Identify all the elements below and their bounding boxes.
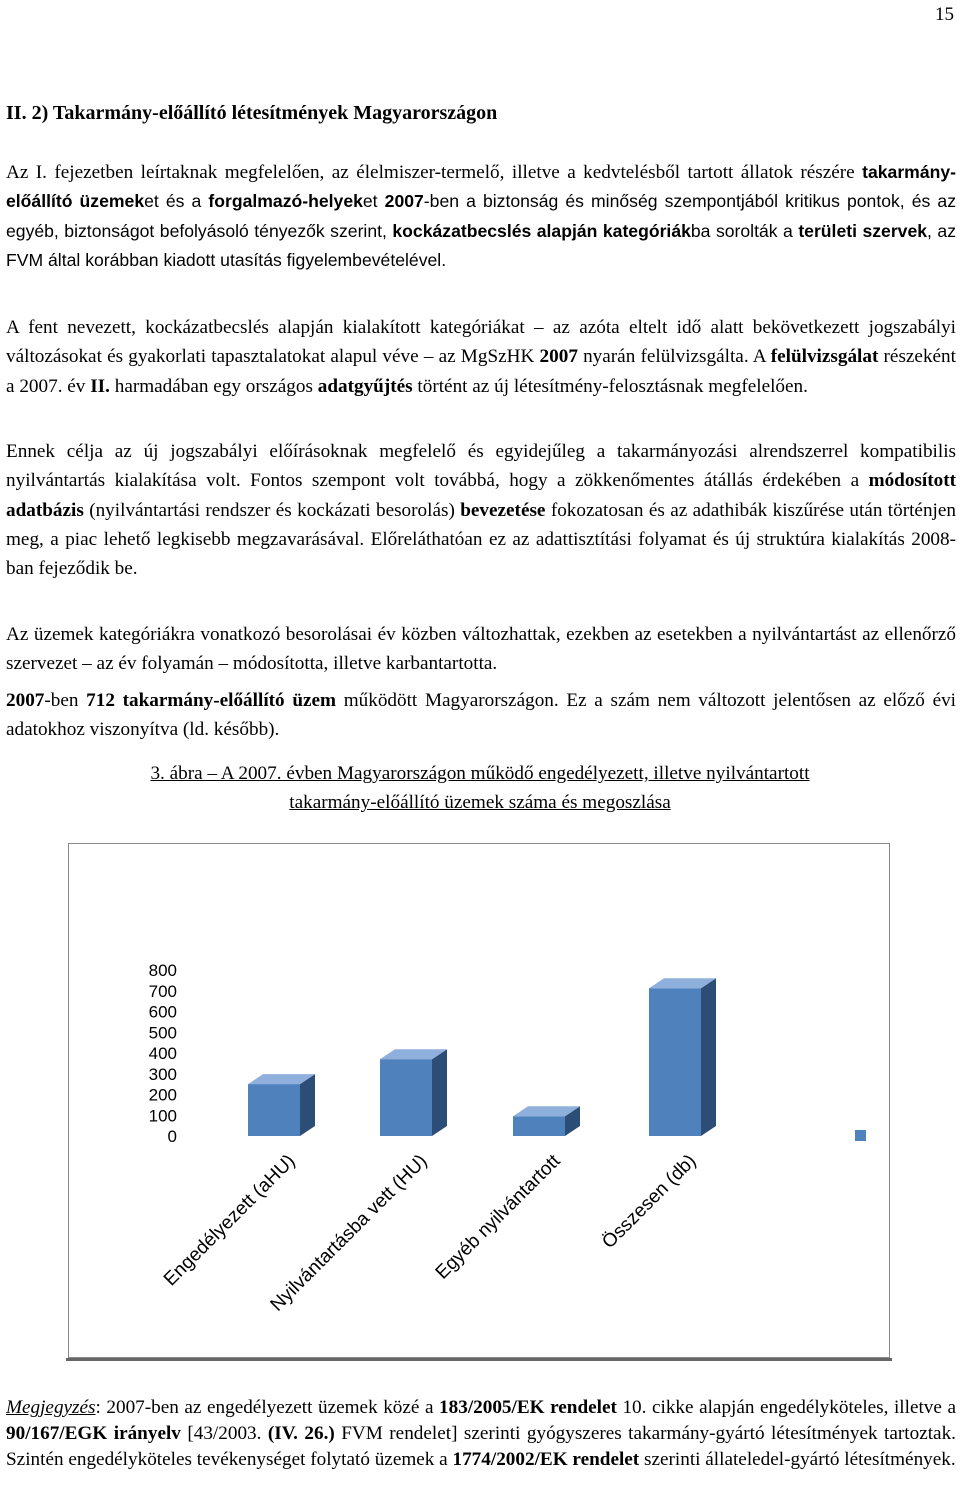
section-heading: II. 2) Takarmány-előállító létesítmények Magyarországon bbox=[6, 102, 498, 124]
x-category-label: Egyéb nyilvántartott bbox=[431, 1150, 565, 1284]
bar-side bbox=[432, 1049, 447, 1136]
paragraph-2: A fent nevezett, kockázatbecslés alapján kialakított kategóriákat – az azóta eltelt idő alatt bekövetkezett jogszabályi változásokat és gyakorlati tapasztalatokat alapul véve – az MgSzHK 2007 nyarán felülvizsgálta. A felülvizsgálat részeként a 2007. év II. harmadában egy országos adatgyűjtés történt az új létesítmény-felosztásnak megfelelően. bbox=[6, 317, 956, 397]
bar-side bbox=[701, 978, 716, 1136]
y-tick-label: 400 bbox=[148, 1044, 177, 1063]
y-tick-label: 300 bbox=[148, 1064, 177, 1084]
bar bbox=[649, 988, 701, 1136]
footnote: Megjegyzés: 2007-ben az engedélyezett üzemek közé a 183/2005/EK rendelet 10. cikke alapján engedélyköteles, illetve a 90/167/EGK irányelv [43/2003. (IV. 26.) FVM rendelet] szerinti gyógyszeres takarmány-gyártó létesítmények tartoztak. Szintén engedélyköteles tevékenységet folytató üzemek a 1774/2002/EK rendelet szerinti állateledel-gyártó létesítmények. bbox=[6, 1397, 956, 1471]
y-tick-label: 200 bbox=[148, 1085, 177, 1105]
figure-caption-line-2: takarmány-előállító üzemek száma és megoszlása bbox=[289, 792, 671, 814]
bar-side bbox=[300, 1074, 315, 1136]
legend-marker bbox=[855, 1130, 866, 1141]
figure-caption-line-1: 3. ábra – A 2007. évben Magyarországon működő engedélyezett, illetve nyilvántartott bbox=[150, 763, 810, 784]
bar bbox=[380, 1059, 432, 1136]
paragraph-3: Ennek célja az új jogszabályi előírásoknak megfelelő és egyidejűleg a takarmányozási alrendszerrel kompatibilis nyilvántartás kialakítása volt. Fontos szempont volt továbbá, hogy a zökkenőmentes átállás érdekében a módosított adatbázis (nyilvántartási rendszer és kockázati besorolás) bevezetése fokozatosan és az adathibák kiszűrése után történjen meg, a piac lehető legkisebb megzavarásával. Előreláthatóan ez az adattisztítási folyamat és új struktúra kialakítás 2008-ban fejeződik be. bbox=[6, 441, 956, 580]
bar-chart-svg bbox=[69, 844, 889, 1357]
y-tick-label: 500 bbox=[148, 1023, 177, 1043]
x-category-label: Engedélyezett (aHU) bbox=[159, 1150, 300, 1291]
page-number: 15 bbox=[935, 4, 954, 25]
bar bbox=[513, 1116, 565, 1136]
paragraph-4: Az üzemek kategóriákra vonatkozó besorolásai év közben változhattak, ezekben az esetekben a nyilvántartást az ellenőrző szervezet – az év folyamán – módosította, illetve karbantartotta. bbox=[6, 624, 956, 675]
y-tick-label: 700 bbox=[148, 981, 177, 1001]
paragraph-5: 2007-ben 712 takarmány-előállító üzem működött Magyarországon. Ez a szám nem változott jelentősen az előző évi adatokhoz viszonyítva (ld. később). bbox=[6, 690, 957, 741]
paragraph-1: Az I. fejezetben leírtaknak megfelelően, az élelmiszer-termelő, illetve a kedvtelésből tartott állatok részére takarmány-előállító üzemeket és a forgalmazó-helyeket 2007-ben a biztonság és minőség szempontjából kritikus pontok, és az egyéb, biztonságot befolyásoló tényezők szerint, kockázatbecslés alapján kategóriákba sorolták a területi szervek, az FVM által korábban kiadott utasítás figyelembevételével. bbox=[6, 162, 957, 270]
bar-chart bbox=[68, 843, 890, 1358]
chart-bottom-border bbox=[66, 1358, 892, 1361]
footnote-label: Megjegyzés bbox=[6, 1397, 96, 1418]
figure-caption bbox=[0, 759, 960, 818]
x-category-label: Nyilvántartásba vett (HU) bbox=[266, 1150, 432, 1316]
x-category-label: Összesen (db) bbox=[598, 1150, 701, 1253]
bar bbox=[248, 1084, 300, 1136]
y-tick-label: 100 bbox=[148, 1106, 177, 1126]
y-tick-label: 600 bbox=[148, 1002, 177, 1022]
y-tick-label: 0 bbox=[167, 1127, 177, 1146]
y-tick-label: 800 bbox=[148, 961, 177, 980]
